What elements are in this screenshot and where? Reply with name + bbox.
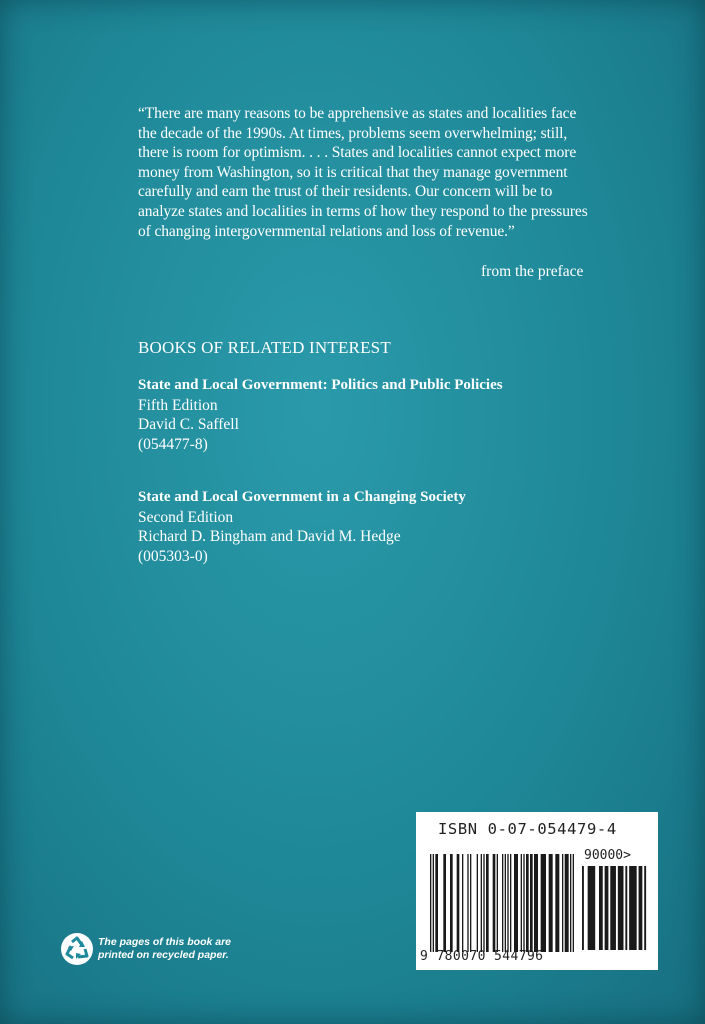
- barcode-bar: [629, 866, 637, 950]
- addon-barcode-bars: [582, 866, 648, 950]
- barcode-bar: [618, 866, 624, 950]
- book-author: David C. Saffell: [138, 416, 239, 433]
- quote-attribution: from the preface: [481, 263, 584, 280]
- barcode-bar: [483, 854, 484, 952]
- barcode-bar: [555, 854, 559, 952]
- barcode-bar: [605, 866, 609, 950]
- barcode-bar: [562, 854, 563, 952]
- isbn-barcode: [416, 812, 658, 970]
- barcode-bar: [570, 854, 571, 952]
- barcode-bar: [541, 854, 546, 952]
- recycled-paper-text: [98, 936, 288, 962]
- barcode-bar: [588, 866, 596, 950]
- barcode-bar: [462, 854, 463, 952]
- recycled-paper-notice: [60, 932, 280, 968]
- barcode-bar: [470, 854, 471, 952]
- isbn-number: ISBN 0-07-054479-4: [438, 820, 617, 838]
- barcode-bar: [450, 854, 453, 952]
- ean-barcode-bars: [430, 854, 574, 952]
- book-title: State and Local Government: Politics and Public Policies: [138, 377, 503, 393]
- barcode-bar: [467, 854, 468, 952]
- barcode-bar: [486, 854, 489, 952]
- barcode-bar: [526, 854, 529, 952]
- book-title: State and Local Government in a Changing Society: [138, 489, 466, 505]
- barcode-bar: [530, 854, 533, 952]
- price-addon-digits: 90000>: [584, 848, 631, 863]
- barcode-bar: [639, 866, 643, 950]
- recycle-icon: [60, 932, 94, 966]
- barcode-bar: [497, 854, 498, 952]
- barcode-bar: [493, 854, 496, 952]
- barcode-bar: [502, 854, 503, 952]
- ean-digits: 9 780070 544796: [420, 949, 544, 964]
- barcode-bar: [481, 854, 482, 952]
- barcode-bar: [457, 854, 460, 952]
- barcode-bar: [565, 854, 569, 952]
- recycled-line-2: printed on recycled paper.: [98, 949, 229, 961]
- barcode-bar: [573, 854, 574, 952]
- preface-quote: “There are many reasons to be apprehensive as states and localities face the decade of the 1990s. At times, problems seem overwhelming; still, there is room for optimism. . . . States and localities cannot expect more money from Washington, so it is critical that they manage government carefully and earn the trust of their residents. Our concern will be to analyze states and localities in terms of how they respond to the pressures of changing intergovernmental relations and loss of revenue.”: [138, 105, 588, 240]
- barcode-bar: [625, 866, 627, 950]
- barcode-bar: [505, 854, 506, 952]
- barcode-bar: [610, 866, 616, 950]
- recycled-line-1: The pages of this book are: [98, 936, 232, 948]
- barcode-bar: [477, 854, 478, 952]
- barcode-bar: [510, 854, 511, 952]
- barcode-bar: [521, 854, 522, 952]
- book-code: (054477-8): [138, 435, 208, 453]
- barcode-bar: [433, 854, 434, 952]
- book-edition: Fifth Edition: [138, 396, 218, 414]
- barcode-bar: [435, 854, 438, 952]
- barcode-bar: [430, 854, 431, 952]
- barcode-bar: [534, 854, 538, 952]
- related-books-heading: BOOKS OF RELATED INTEREST: [138, 338, 391, 357]
- barcode-bar: [549, 854, 553, 952]
- book-code: (005303-0): [138, 547, 208, 565]
- barcode-bar: [599, 866, 603, 950]
- barcode-bar: [514, 854, 518, 952]
- barcode-bar: [507, 854, 508, 952]
- barcode-bar: [523, 854, 524, 952]
- related-book-2: [138, 488, 598, 566]
- related-book-1: [138, 376, 598, 454]
- book-author: Richard D. Bingham and David M. Hedge: [138, 528, 401, 545]
- book-edition: Second Edition: [138, 508, 234, 526]
- barcode-bar: [443, 854, 446, 952]
- barcode-bar: [644, 866, 646, 950]
- barcode-bar: [582, 866, 584, 950]
